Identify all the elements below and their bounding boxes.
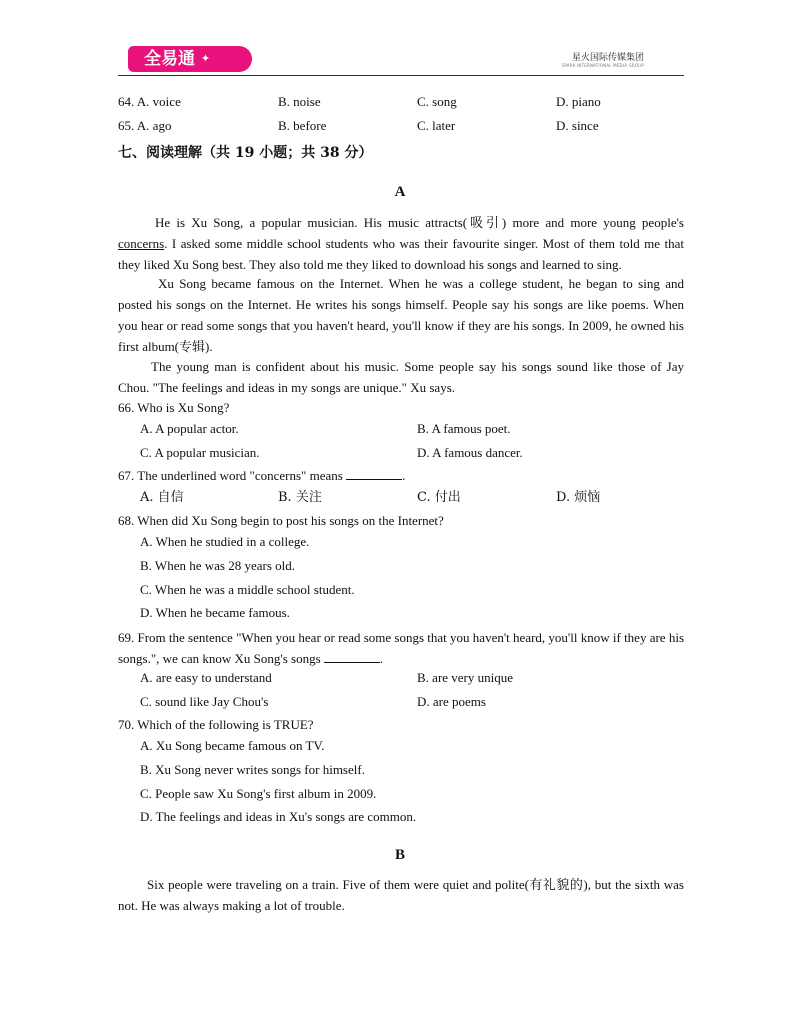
q67-stem-end: .	[402, 468, 406, 483]
underlined-word: concerns	[118, 236, 165, 251]
q66-option-d: D. A famous dancer.	[417, 445, 523, 460]
q64-option-d: D. piano	[556, 94, 601, 109]
answer-blank	[324, 650, 380, 663]
q70-option-b: B. Xu Song never writes songs for himself.	[140, 762, 365, 777]
q64-option-a	[118, 93, 181, 111]
q65-option-c: C. later	[417, 118, 456, 133]
header-divider	[118, 75, 684, 76]
q68-option-d: D. When he became famous.	[140, 605, 290, 620]
q69-option-c: C. sound like Jay Chou's	[140, 694, 269, 709]
q69-option-b: B. are very unique	[417, 670, 514, 685]
q66-stem: 66. Who is Xu Song?	[118, 400, 230, 415]
q69-option-d: D. are poems	[417, 694, 486, 709]
q67-stem	[118, 467, 405, 485]
q67-option-b: B. 关注	[278, 490, 322, 505]
passage-a-paragraph-2: Xu Song became famous on the Internet. When he was a college student, he began to sing and posted his songs on the Internet. He writes his songs himself. People say his songs are like poems. When you hear or read some songs that you haven't heard, you'll know if they are his songs. In 2009, he owned his first album(专辑).	[118, 276, 684, 354]
q69-stem-end: .	[379, 651, 384, 666]
publisher	[562, 50, 644, 68]
q70-stem: 70. Which of the following is TRUE?	[118, 717, 314, 732]
q64-option-a-text: A. voice	[136, 94, 181, 109]
q65-option-d: D. since	[556, 118, 599, 133]
passage-a-paragraph-3: The young man is confident about his music. Some people say his songs sound like those of Jay Chou. "The feelings and ideas in my songs are unique." Xu says.	[118, 359, 684, 395]
q66-option-c: C. A popular musician.	[140, 445, 260, 460]
q66-option-b: B. A famous poet.	[417, 421, 511, 436]
q65-option-a	[118, 117, 171, 135]
p1-text-a: He is Xu Song, a popular musician. His music attracts(吸引) more and more young people's	[155, 215, 684, 230]
q68-stem: 68. When did Xu Song begin to post his songs on the Internet?	[118, 513, 444, 528]
q70-option-a: A. Xu Song became famous on TV.	[140, 738, 325, 753]
brand-logo	[128, 46, 252, 72]
page-header	[118, 44, 684, 76]
logo-text: 全易通	[144, 49, 195, 69]
publisher-subtitle: SPARK INTERNATIONAL MEDIA GROUP	[561, 63, 644, 68]
answer-blank	[346, 467, 402, 480]
q70-option-c: C. People saw Xu Song's first album in 2009.	[140, 786, 377, 801]
q67-option-c: C. 付出	[417, 490, 461, 505]
publisher-name: 星火国际传媒集团	[571, 53, 644, 63]
q68-option-a: A. When he studied in a college.	[140, 534, 310, 549]
q64-number: 64.	[118, 94, 135, 109]
q69-stem	[118, 627, 684, 669]
q69-option-a: A. are easy to understand	[140, 670, 272, 685]
q68-option-b: B. When he was 28 years old.	[140, 558, 296, 573]
q65-number: 65.	[118, 118, 135, 133]
q64-option-c: C. song	[417, 94, 457, 109]
p1-text-b: . I asked some middle school students who was their favourite singer. Most of them told me that they liked Xu Song best. They also told me they liked to download his songs and learned to sing.	[118, 236, 684, 272]
q65-option-a-text: A. ago	[136, 118, 172, 133]
q67-option-a: A. 自信	[140, 490, 184, 505]
q69-stem-text: 69. From the sentence "When you hear or read some songs that you haven't heard, you'll know if they are his songs.", we can know Xu Song's songs	[118, 630, 684, 666]
passage-b-paragraph-1: Six people were traveling on a train. Five of them were quiet and polite(有礼貌的), but the sixth was not. He was always making a lot of trouble.	[118, 877, 684, 913]
q67-option-d: D. 烦恼	[556, 490, 601, 505]
q66-option-a: A. A popular actor.	[140, 421, 239, 436]
q67-stem-text: 67. The underlined word "concerns" means	[118, 468, 347, 483]
section-title: 七、阅读理解（共 19 小题；共 38 分）	[118, 145, 373, 161]
q64-option-b: B. noise	[278, 94, 321, 109]
passage-b-heading: B	[394, 847, 405, 863]
q65-option-b: B. before	[278, 118, 327, 133]
passage-a-heading: A	[394, 184, 406, 200]
passage-a-paragraph-1	[118, 212, 684, 275]
sparkle-icon: ✦	[200, 52, 211, 65]
q68-option-c: C. When he was a middle school student.	[140, 582, 355, 597]
q70-option-d: D. The feelings and ideas in Xu's songs are common.	[140, 809, 417, 824]
